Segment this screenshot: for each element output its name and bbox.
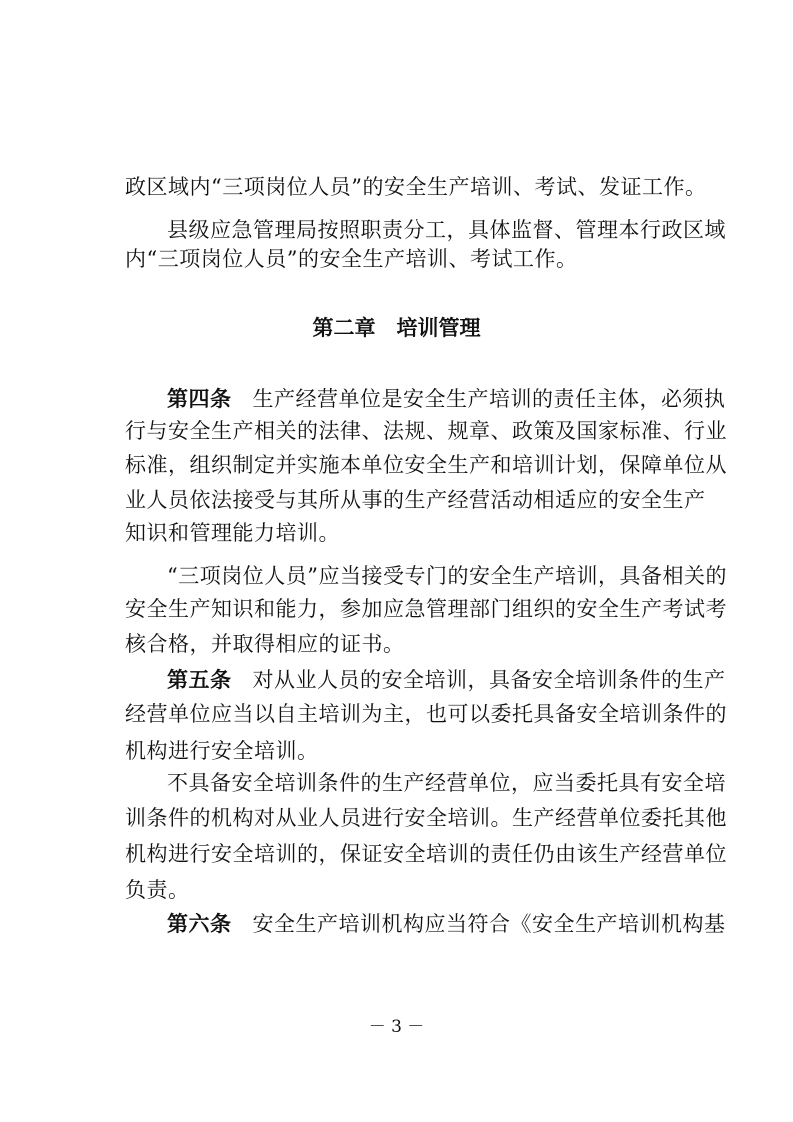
article-5-para2-line: 机构进行安全培训的，保证安全培训的责任仍由该生产经营单位: [125, 842, 727, 866]
article-4-text: 生产经营单位是安全生产培训的责任主体，必须执: [252, 387, 726, 411]
article-6-text: 安全生产培训机构应当符合《安全生产培训机构基: [252, 912, 726, 936]
article-5-para2-line: 负责。: [125, 878, 190, 902]
paragraph-intro-line: 政区域内“三项岗位人员”的安全生产培训、考试、发证工作。: [125, 175, 707, 199]
article-4-line: 行与安全生产相关的法律、法规、规章、政策及国家标准、行业: [125, 419, 727, 443]
article-5-para2-line: 不具备安全培训条件的生产经营单位，应当委托具有安全培: [167, 771, 726, 795]
article-5-line: 机构进行安全培训。: [125, 739, 319, 763]
article-6-line: [167, 905, 726, 943]
article-4-line: 标准，组织制定并实施本单位安全生产和培训计划，保障单位从: [125, 453, 727, 477]
paragraph-county-line: 县级应急管理局按照职责分工，具体监督、管理本行政区域: [167, 218, 726, 242]
article-4-line: 知识和管理能力培训。: [125, 521, 340, 545]
article-5-line: [167, 661, 726, 699]
article-4-para2-line: “三项岗位人员”应当接受专门的安全生产培训，具备相关的: [167, 564, 727, 588]
article-6-label: 第六条: [167, 912, 232, 936]
article-5-text: 对从业人员的安全培训，具备安全培训条件的生产: [252, 668, 726, 692]
article-4-para2-line: 安全生产知识和能力，参加应急管理部门组织的安全生产考试考: [125, 597, 727, 621]
article-5-para2-line: 训条件的机构对从业人员进行安全培训。生产经营单位委托其他: [125, 806, 727, 830]
chapter-title: 第二章 培训管理: [312, 316, 481, 340]
article-5-line: 经营单位应当以自主培训为主，也可以委托具备安全培训条件的: [125, 702, 727, 726]
article-5-label: 第五条: [167, 668, 232, 692]
article-4-line: 业人员依法接受与其所从事的生产经营活动相适应的安全生产: [125, 488, 706, 512]
article-4-label: 第四条: [167, 387, 232, 411]
paragraph-county-line: 内“三项岗位人员”的安全生产培训、考试工作。: [125, 247, 578, 271]
page-number: － 3 －: [368, 1017, 425, 1037]
article-4-para2-line: 核合格，并取得相应的证书。: [125, 632, 405, 656]
